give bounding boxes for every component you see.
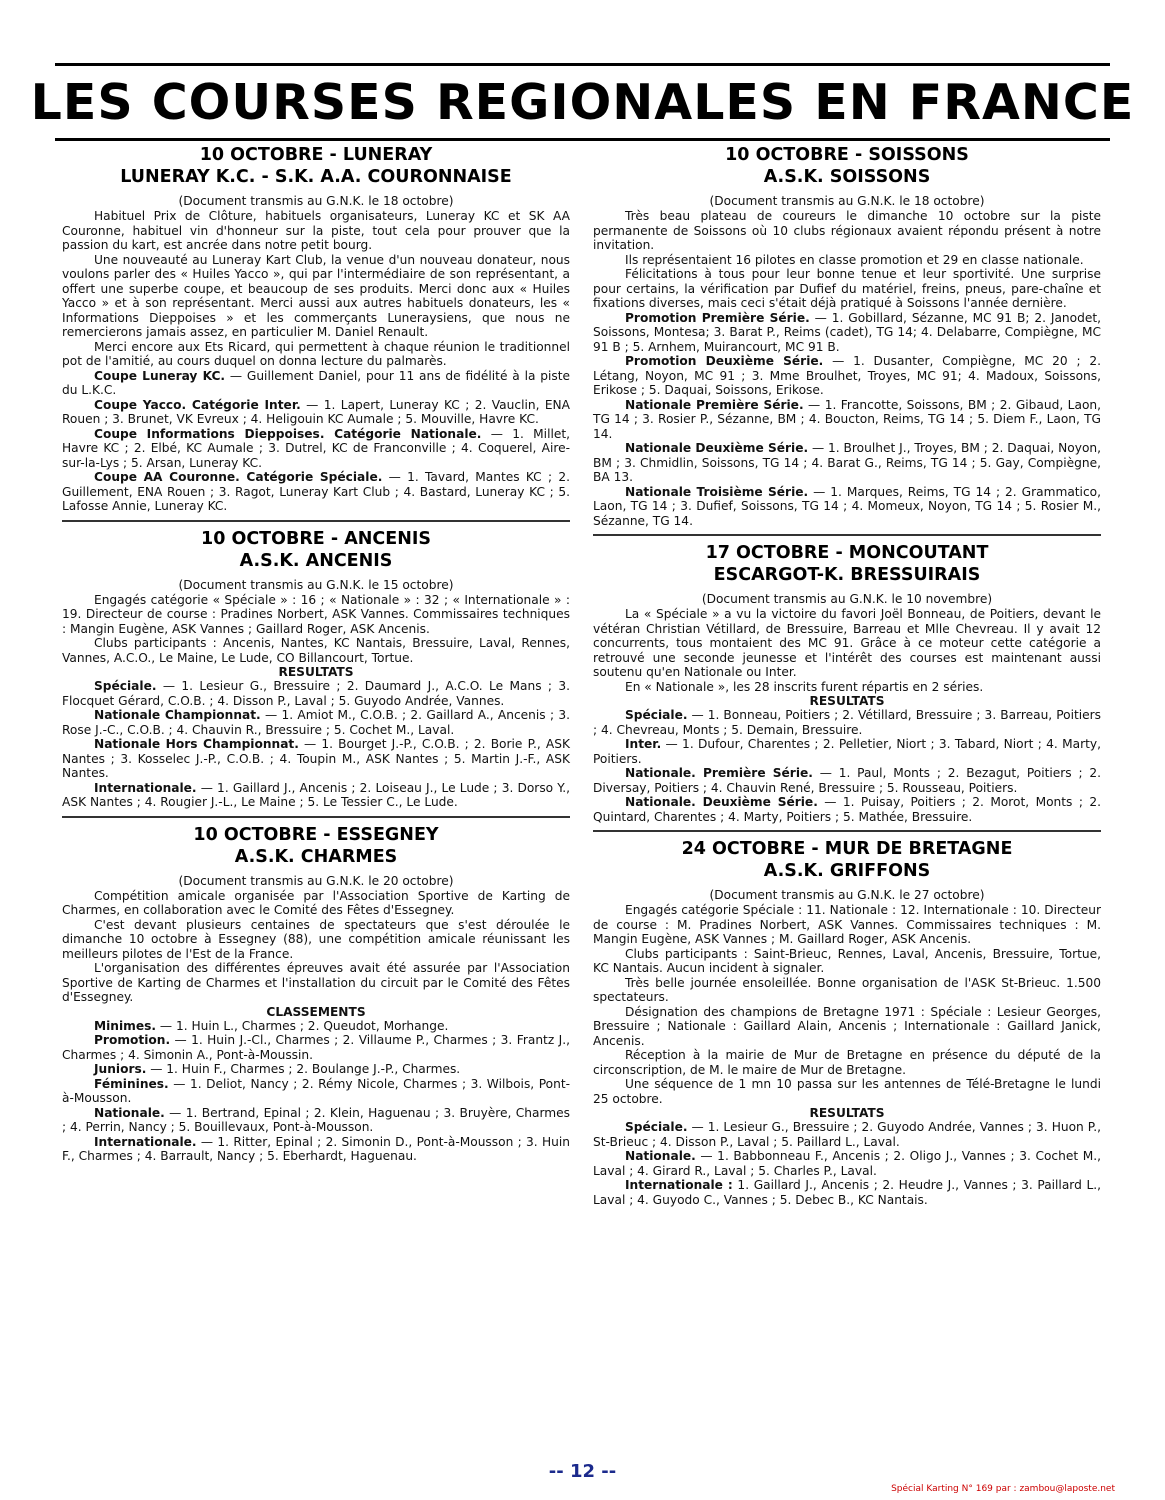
result-label: Spéciale. [94, 679, 157, 693]
paragraph: Engagés catégorie Spéciale : 11. Nationale : 12. Internationale : 10. Directeur de course : M. Pradines Norbert, ASK Vannes. Commissaires techniques : M. Mangin Eugène, ASK Vannes ; M. Gaillard Roger, ASK Ancenis. [593, 903, 1101, 946]
result-text: — Guillement Daniel, pour 11 ans de fidélité à la piste du L.K.C. [62, 368, 570, 397]
result-label: Nationale. [625, 1149, 696, 1163]
result-entry [62, 737, 570, 781]
paragraph: C'est devant plusieurs centaines de spectateurs que s'est déroulée le dimanche 10 octobre à Essegney (88), une compétition amicale réunissant les meilleurs pilotes de l'Est de la France. [62, 917, 570, 961]
article-luneray [62, 144, 570, 522]
result-entry [593, 441, 1101, 485]
result-label: Juniors. [94, 1062, 147, 1076]
result-label: Coupe Informations Dieppoises. Catégorie Nationale. [94, 426, 482, 441]
article-mur-de-bretagne [593, 838, 1101, 1213]
result-label: Nationale Deuxième Série. [625, 441, 809, 455]
paragraph: Habituel Prix de Clôture, habituels organisateurs, Luneray KC et SK AA Couronne, habituel vin d'honneur sur la piste, tout cela pour prouver que la passion du kart, est ancrée dans notre petit bourg. [62, 209, 570, 252]
results-heading: RESULTATS [809, 1106, 885, 1120]
result-label: Internationale. [94, 780, 197, 795]
result-label: Minimes. [94, 1018, 157, 1033]
result-entry [593, 1120, 1101, 1149]
article-ancenis [62, 528, 570, 818]
result-label: Spéciale. [625, 1120, 688, 1134]
result-label: Nationale. Première Série. [625, 766, 813, 780]
page-title: LES COURSES REGIONALES EN FRANCE [30, 73, 1135, 131]
page-number: -- 12 -- [548, 1461, 617, 1482]
article-heading: 10 OCTOBRE - SOISSONS [725, 145, 969, 165]
paragraph: Désignation des champions de Bretagne 1971 : Spéciale : Lesieur Georges, Bressuire ; Nationale : Gaillard Alain, Ancenis ; Internationale : Gaillard Janick, Ancenis. [593, 1004, 1101, 1048]
paragraph: Compétition amicale organisée par l'Association Sportive de Karting de Charmes, en collaboration avec le Comité des Fêtes d'Essegney. [62, 888, 570, 917]
result-label: Nationale Troisième Série. [625, 484, 809, 499]
result-text: — 1. Deliot, Nancy ; 2. Rémy Nicole, Charmes ; 3. Wilbois, Pont-à-Mousson. [62, 1076, 570, 1105]
result-label: Coupe AA Couronne. Catégorie Spéciale. [94, 470, 383, 484]
article-heading: 10 OCTOBRE - LUNERAY [199, 145, 433, 165]
article-subheading: LUNERAY K.C. - S.K. A.A. COURONNAISE [120, 167, 512, 187]
result-text: — 1. Paul, Monts ; 2. Bezagut, Poitiers ; 2. Diversay, Poitiers ; 4. Chauvin René, Bressuire ; 5. Rousseau, Poitiers. [593, 766, 1101, 795]
result-entry [62, 470, 570, 514]
result-text: — 1. Bertrand, Epinal ; 2. Klein, Haguenau ; 3. Bruyère, Charmes ; 4. Perrin, Nancy ; 5. Bouillevaux, Pont-à-Mousson. [62, 1105, 570, 1134]
document-note: (Document transmis au G.N.K. le 27 octobre) [709, 888, 985, 902]
paragraph: Félicitations à tous pour leur bonne tenue et leur sportivité. Une surprise pour certains, la vérification par Dufief du matériel, freins, pneus, pare-chaîne et fixations diverses, mais ceci s'était déjà pratiqué à Soissons l'année dernière. [593, 267, 1101, 310]
result-label: Promotion Première Série. [625, 310, 810, 325]
article-subheading: A.S.K. CHARMES [234, 846, 398, 867]
result-text: — 1. Tavard, Mantes KC ; 2. Guillement, ENA Rouen ; 3. Ragot, Luneray Kart Club ; 4. Bastard, Luneray KC ; 5. Lafosse Annie, Luneray KC. [62, 470, 570, 513]
article-essegney [62, 824, 570, 1170]
left-column [62, 144, 570, 1176]
article-heading: 10 OCTOBRE - ANCENIS [201, 528, 431, 549]
result-label: Coupe Luneray KC. [94, 368, 226, 383]
article-soissons [593, 144, 1101, 536]
result-text: — 1. Marques, Reims, TG 14 ; 2. Grammatico, Laon, TG 14 ; 3. Dufief, Soissons, TG 14 ; 4. Momeux, Noyon, TG 14 ; 5. Rosier M., Sézanne, TG 14. [593, 484, 1101, 528]
result-label: Internationale. [94, 1134, 197, 1149]
result-label: Nationale Hors Championnat. [94, 737, 299, 751]
article-heading: 10 OCTOBRE - ESSEGNEY [193, 824, 439, 845]
paragraph: Une séquence de 1 mn 10 passa sur les antennes de Télé-Bretagne le lundi 25 octobre. [593, 1077, 1101, 1106]
result-entry [62, 679, 570, 708]
paragraph: La « Spéciale » a vu la victoire du favori Joël Bonneau, de Poitiers, devant le vétéran Christian Vétillard, de Bressuire, Barreau et Mlle Chevreau. Il y avait 12 concurrents, tous montaient des MC 91. Grâce à ce moteur cette catégorie a retrouvé une seconde jeunesse et l'intérêt des courses est maintenant aussi soutenu qu'en Nationale ou Inter. [593, 607, 1101, 679]
right-column [593, 144, 1101, 1219]
result-text: — 1. Babbonneau F., Ancenis ; 2. Oligo J., Vannes ; 3. Cochet M., Laval ; 4. Girard R., Laval ; 5. Charles P., Laval. [593, 1149, 1101, 1178]
result-text: — 1. Bourget J.-P., C.O.B. ; 2. Borie P., ASK Nantes ; 3. Kosselec J.-P., C.O.B. ; 4. Toupin M., ASK Nantes ; 5. Martin J.-F., ASK Nantes. [62, 737, 570, 780]
result-text: — 1. Huin J.-Cl., Charmes ; 2. Villaume P., Charmes ; 3. Frantz J., Charmes ; 4. Simonin A., Pont-à-Moussin. [62, 1033, 570, 1062]
document-note: (Document transmis au G.N.K. le 18 octobre) [178, 194, 454, 208]
result-text: — 1. Francotte, Soissons, BM ; 2. Gibaud, Laon, TG 14 ; 3. Rosier P., Sézanne, BM ; 4. Boucton, Reims, TG 14 ; 5. Diem F., Laon, TG 14. [593, 397, 1101, 441]
result-label: Spéciale. [625, 708, 688, 722]
result-text: — 1. Huin L., Charmes ; 2. Queudot, Morhange. [156, 1018, 449, 1033]
result-entry [62, 1106, 570, 1135]
result-entry [593, 708, 1101, 737]
results-heading: CLASSEMENTS [266, 1004, 366, 1019]
result-text: — 1. Gobillard, Sézanne, MC 91 B; 2. Janodet, Soissons, Montesa; 3. Barat P., Reims (cadet), TG 14; 4. Delabarre, Compiègne, MC 91 B ; 5. Arnhem, Muirancourt, MC 91 B. [593, 310, 1101, 354]
result-entry [62, 708, 570, 737]
paragraph: Très belle journée ensoleillée. Bonne organisation de l'ASK St-Brieuc. 1.500 spectateurs. [593, 975, 1101, 1004]
article-subheading: A.S.K. ANCENIS [239, 550, 393, 571]
result-entry [593, 485, 1101, 529]
document-note: (Document transmis au G.N.K. le 18 octobre) [709, 194, 985, 208]
result-text: — 1. Lesieur G., Bressuire ; 2. Daumard J., A.C.O. Le Mans ; 3. Flocquet Gérard, C.O.B. ; 4. Disson P., Laval ; 5. Guyodo Andrée, Vannes. [62, 679, 570, 708]
result-entry [62, 781, 570, 810]
result-text: — 1. Puisay, Poitiers ; 2. Morot, Monts ; 2. Quintard, Charentes ; 4. Marty, Poitiers ; 5. Mathée, Bressuire. [593, 795, 1101, 824]
result-entry [62, 427, 570, 471]
result-entry [593, 1149, 1101, 1178]
result-entry [62, 1077, 570, 1106]
paragraph: Engagés catégorie « Spéciale » : 16 ; « Nationale » : 32 ; « Internationale » : 19. Directeur de course : Pradines Norbert, ASK Vannes. Commissaires techniques : Mangin Eugène, ASK Vannes ; Gaillard Roger, ASK Ancenis. [62, 592, 570, 636]
document-note: (Document transmis au G.N.K. le 20 octobre) [178, 873, 454, 888]
result-text: — 1. Millet, Havre KC ; 2. Elbé, KC Aumale ; 3. Dutrel, KC de Franconville ; 4. Coquerel, Aire-sur-la-Lys ; 5. Arsan, Luneray KC. [62, 426, 570, 470]
result-entry [62, 1062, 570, 1077]
paragraph: Clubs participants : Ancenis, Nantes, KC Nantais, Bressuire, Laval, Rennes, Vannes, A.C.O., Le Maine, Le Lude, CO Billancourt, Tortue. [62, 636, 570, 665]
result-entry [62, 1033, 570, 1062]
result-label: Promotion Deuxième Série. [625, 354, 824, 368]
paragraph: En « Nationale », les 28 inscrits furent répartis en 2 séries. [625, 679, 984, 694]
result-text: — 1. Broulhet J., Troyes, BM ; 2. Daquai, Noyon, BM ; 3. Chmidlin, Soissons, TG 14 ; 4. Barat G., Reims, TG 14 ; 5. Gay, Compiègne, BA 13. [593, 441, 1101, 484]
result-entry [62, 1135, 570, 1164]
result-label: Nationale Championnat. [94, 708, 261, 722]
paragraph: Clubs participants : Saint-Brieuc, Rennes, Laval, Ancenis, Bressuire, Tortue, KC Nantais. Aucun incident à signaler. [593, 946, 1101, 975]
result-entry [593, 311, 1101, 355]
result-label: Coupe Yacco. Catégorie Inter. [94, 397, 301, 412]
result-text: — 1. Amiot M., C.O.B. ; 2. Gaillard A., Ancenis ; 3. Rose J.-C., C.O.B. ; 4. Chauvin R., Bressuire ; 5. Cochet M., Laval. [62, 708, 570, 737]
paragraph: Merci encore aux Ets Ricard, qui permettent à chaque réunion le traditionnel pot de l'amitié, au cours duquel on donna lecture du palmarès. [62, 339, 570, 368]
article-heading: 17 OCTOBRE - MONCOUTANT [705, 543, 989, 563]
result-entry [593, 354, 1101, 398]
article-subheading: ESCARGOT-K. BRESSUIRAIS [713, 565, 981, 585]
result-text: 1. Gaillard J., Ancenis ; 2. Heudre J., Vannes ; 3. Paillard L., Laval ; 4. Guyodo C., Vannes ; 5. Debec B., KC Nantais. [593, 1178, 1101, 1207]
result-text: — 1. Dufour, Charentes ; 2. Pelletier, Niort ; 3. Tabard, Niort ; 4. Marty, Poitiers. [593, 737, 1101, 766]
document-note: (Document transmis au G.N.K. le 15 octobre) [178, 577, 454, 592]
paragraph: L'organisation des différentes épreuves avait été assurée par l'Association Sportive de Karting de Charmes et l'installation du circuit par le Comité des Fêtes d'Essegney. [62, 961, 570, 1004]
result-entry [593, 795, 1101, 824]
article-subheading: A.S.K. SOISSONS [763, 167, 931, 187]
result-label: Internationale : [625, 1178, 733, 1192]
result-entry [62, 1019, 570, 1034]
result-text: — 1. Ritter, Epinal ; 2. Simonin D., Pont-à-Mousson ; 3. Huin F., Charmes ; 4. Barrault, Nancy ; 5. Eberhardt, Haguenau. [62, 1134, 570, 1163]
result-label: Inter. [625, 737, 662, 751]
results-heading: RESULTATS [278, 665, 354, 679]
document-note: (Document transmis au G.N.K. le 10 novembre) [701, 592, 993, 606]
result-text: — 1. Huin F., Charmes ; 2. Boulange J.-P., Charmes. [146, 1062, 461, 1076]
page-banner [30, 63, 1135, 141]
result-text: — 1. Lapert, Luneray KC ; 2. Vauclin, ENA Rouen ; 3. Brunet, VK Evreux ; 4. Heligouin KC Aumale ; 5. Mouville, Havre KC. [62, 397, 571, 426]
paragraph: Ils représentaient 16 pilotes en classe promotion et 29 en classe nationale. [625, 252, 1084, 267]
result-label: Féminines. [94, 1076, 169, 1091]
footer-credit: Spécial Karting N° 169 par : zambou@laposte.net [891, 1484, 1115, 1494]
result-label: Nationale. Deuxième Série. [625, 795, 818, 809]
article-moncoutant [593, 542, 1101, 832]
result-entry [593, 766, 1101, 795]
result-label: Nationale. [94, 1105, 165, 1120]
result-text: — 1. Dusanter, Compiègne, MC 20 ; 2. Létang, Noyon, MC 91 ; 3. Mme Broulhet, Troyes, MC 91; 4. Madoux, Soissons, Erikose ; 5. Daquai, Soissons, Erikose. [593, 354, 1101, 397]
result-entry [62, 398, 570, 427]
results-heading: RESULTATS [809, 694, 885, 708]
result-entry [593, 398, 1101, 442]
paragraph: Réception à la mairie de Mur de Bretagne en présence du député de la circonscription, de M. le maire de Mur de Bretagne. [593, 1048, 1101, 1077]
result-entry [593, 737, 1101, 766]
article-heading: 24 OCTOBRE - MUR DE BRETAGNE [681, 839, 1013, 859]
result-entry [62, 369, 570, 398]
result-label: Nationale Première Série. [625, 397, 804, 412]
paragraph: Une nouveauté au Luneray Kart Club, la venue d'un nouveau donateur, nous voulons parler des « Huiles Yacco », qui par l'intermédiaire de son représentant, a offert une superbe coupe, et beaucoup de ses produits. Merci donc aux « Huiles Yacco » et à son représentant. Merci aussi aux autres habituels donateurs, les « Informations Dieppoises » et les commerçants Luneraysiens, que nous ne remercierons jamais assez, en particulier M. Daniel Renault. [62, 252, 570, 339]
result-text: — 1. Lesieur G., Bressuire ; 2. Guyodo Andrée, Vannes ; 3. Huon P., St-Brieuc ; 4. Disson P., Laval ; 5. Paillard L., Laval. [593, 1120, 1101, 1149]
result-text: — 1. Bonneau, Poitiers ; 2. Vétillard, Bressuire ; 3. Barreau, Poitiers ; 4. Chevreau, Monts ; 5. Demain, Bressuire. [593, 708, 1101, 737]
result-text: — 1. Gaillard J., Ancenis ; 2. Loiseau J., Le Lude ; 3. Dorso Y., ASK Nantes ; 4. Rougier J.-L., Le Maine ; 5. Le Tessier C., Le Lude. [62, 780, 570, 809]
paragraph: Très beau plateau de coureurs le dimanche 10 octobre sur la piste permanente de Soissons où 10 clubs régionaux avaient répondu présent à notre invitation. [593, 209, 1101, 252]
result-entry [593, 1178, 1101, 1207]
article-subheading: A.S.K. GRIFFONS [763, 861, 931, 881]
result-label: Promotion. [94, 1033, 171, 1047]
